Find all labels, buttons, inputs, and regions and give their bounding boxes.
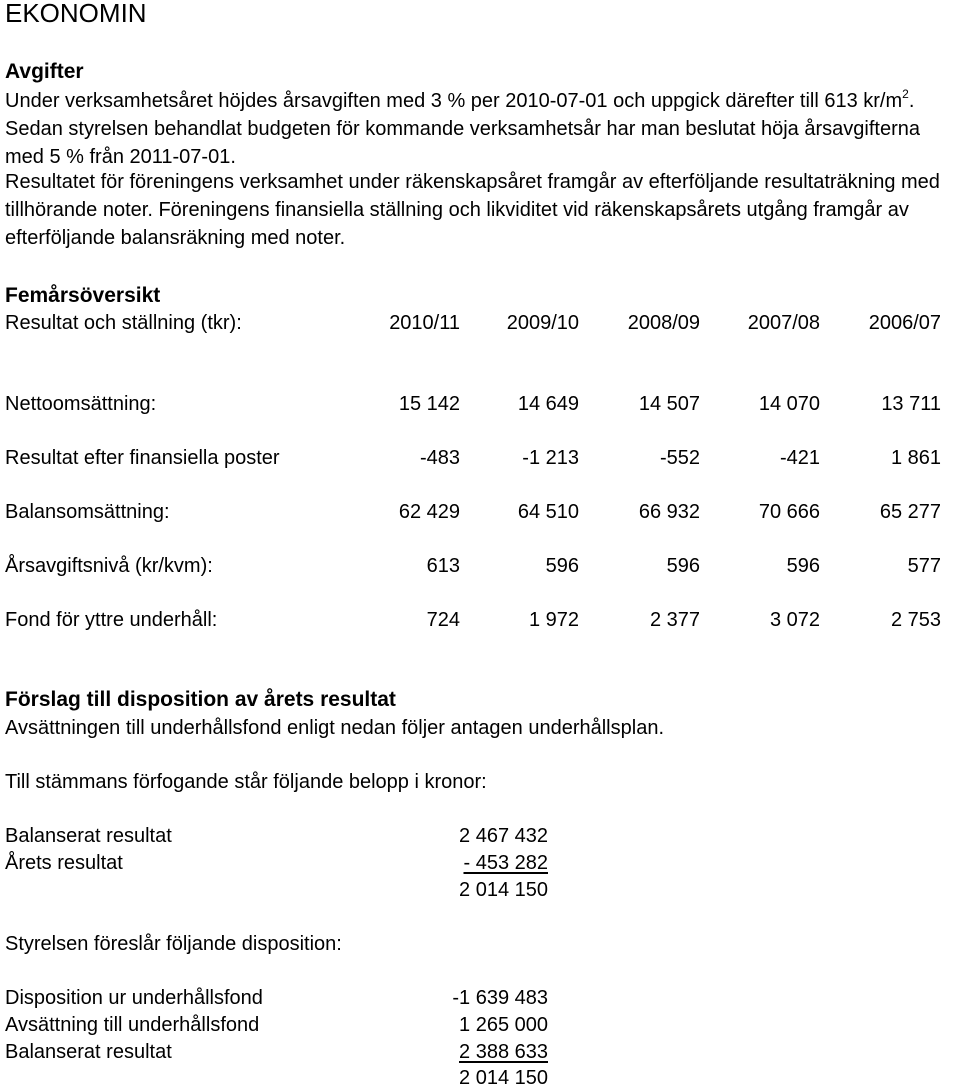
styrelsen-text: Styrelsen föreslår följande disposition: <box>5 933 342 955</box>
year-header: 2010/11 <box>389 312 460 334</box>
table-cell: 14 507 <box>638 393 700 415</box>
table-cell: 62 429 <box>398 501 460 523</box>
year-header: 2007/08 <box>747 312 820 334</box>
disposition-intro: Avsättningen till underhållsfond enligt nedan följer antagen underhållsplan. <box>5 717 664 739</box>
balanserat-value: 2 467 432 <box>459 825 548 847</box>
avgifter-text-pre: Under verksamhetsåret höjdes årsavgiften med 3 % per 2010-07-01 och uppgick därefter till 613 kr/m <box>5 90 903 112</box>
sum-value: 2 014 150 <box>459 879 548 901</box>
resultat-paragraph <box>5 168 960 252</box>
table-cell: 15 142 <box>398 393 460 415</box>
table-cell: 596 <box>666 555 700 577</box>
bal2-label: Balanserat resultat <box>5 1041 172 1063</box>
table-cell: 13 711 <box>881 393 941 415</box>
table-cell: 64 510 <box>517 501 579 523</box>
table-cell: 66 932 <box>638 501 700 523</box>
disposition-heading: Förslag till disposition av årets resultat <box>5 688 396 711</box>
row-label: Årsavgiftsnivå (kr/kvm): <box>5 555 213 577</box>
arets-label: Årets resultat <box>5 852 123 874</box>
table-cell: 65 277 <box>879 501 941 523</box>
table-cell: 2 753 <box>890 609 941 631</box>
balanserat-label: Balanserat resultat <box>5 825 172 847</box>
table-header-label: Resultat och ställning (tkr): <box>5 312 242 334</box>
table-cell: -1 213 <box>522 447 579 469</box>
year-header: 2009/10 <box>506 312 579 334</box>
table-cell: 70 666 <box>758 501 820 523</box>
table-cell: 577 <box>907 555 941 577</box>
disp-ur-value: -1 639 483 <box>452 987 548 1009</box>
table-cell: 3 072 <box>769 609 820 631</box>
row-label: Resultat efter finansiella poster <box>5 447 280 469</box>
avgifter-heading: Avgifter <box>5 60 84 83</box>
superscript-2: 2 <box>902 87 909 101</box>
avgifter-text-post: . Sedan styrelsen behandlat budgeten för kommande verksamhetsår har man beslutat höja årsavgifterna med 5 % från 2011-07-01. <box>5 90 920 168</box>
resultat-text: Resultatet för föreningens verksamhet under räkenskapsåret framgår av efterföljande resultaträkning med tillhörande noter. Föreningens finansiella ställning och likviditet vid räkenskapsårets utgång framgår av efterföljande balansräkning med noter. <box>5 171 940 249</box>
row-label: Fond för yttre underhåll: <box>5 609 218 631</box>
femars-heading: Femårsöversikt <box>5 284 161 307</box>
disp-ur-label: Disposition ur underhållsfond <box>5 987 263 1009</box>
table-cell: 613 <box>426 555 460 577</box>
bal2-value: 2 388 633 <box>459 1041 548 1063</box>
year-header: 2006/07 <box>868 312 941 334</box>
table-cell: 724 <box>426 609 460 631</box>
table-cell: -483 <box>419 447 460 469</box>
table-cell: 1 861 <box>890 447 941 469</box>
stamma-text: Till stämmans förfogande står följande belopp i kronor: <box>5 771 487 793</box>
arets-value: - 453 282 <box>463 852 548 874</box>
year-header: 2008/09 <box>627 312 700 334</box>
table-cell: 14 649 <box>517 393 579 415</box>
table-cell: -421 <box>779 447 820 469</box>
sum2-value: 2 014 150 <box>459 1067 548 1089</box>
table-cell: -552 <box>659 447 700 469</box>
avgifter-paragraph <box>5 87 960 171</box>
document-title: EKONOMIN <box>5 0 147 28</box>
avs-label: Avsättning till underhållsfond <box>5 1014 260 1036</box>
table-cell: 2 377 <box>649 609 700 631</box>
avs-value: 1 265 000 <box>459 1014 548 1036</box>
row-label: Balansomsättning: <box>5 501 170 523</box>
table-cell: 596 <box>786 555 820 577</box>
table-cell: 1 972 <box>528 609 579 631</box>
table-cell: 596 <box>545 555 579 577</box>
table-cell: 14 070 <box>758 393 820 415</box>
row-label: Nettoomsättning: <box>5 393 157 415</box>
